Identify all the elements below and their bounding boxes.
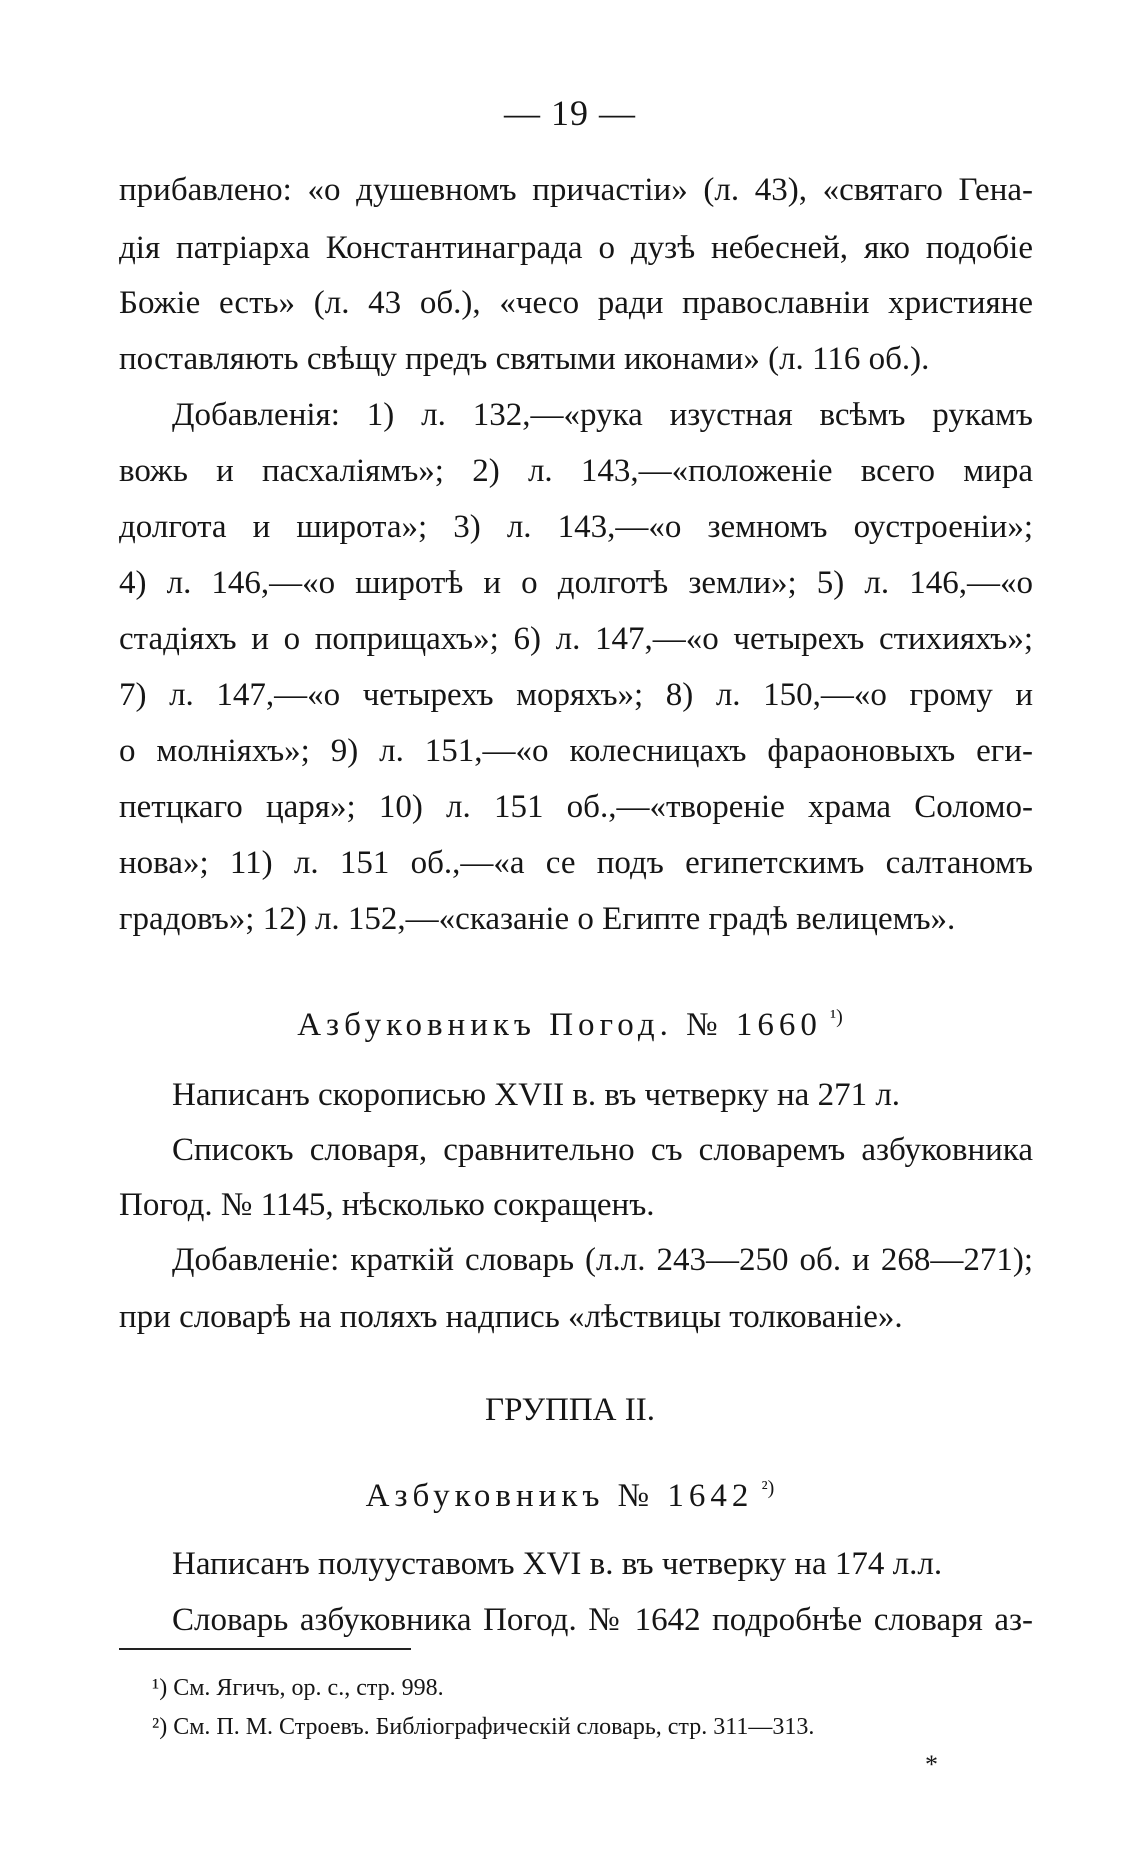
text-line: стадіяхъ и о поприщахъ»; 6) л. 147,—«о четырехъ стихияхъ»; — [119, 621, 1033, 657]
text-line: Добавленіе: краткій словарь (л.л. 243—250 об. и 268—271); — [172, 1242, 1033, 1278]
footnote-divider — [119, 1648, 411, 1650]
group-heading: ГРУППА II. — [485, 1392, 655, 1428]
text-line: при словарѣ на поляхъ надпись «лѣствицы толкованіе». — [119, 1299, 903, 1335]
text-line: Списокъ словаря, сравнительно съ словаремъ азбуковника — [172, 1132, 1033, 1168]
footnote — [152, 1712, 814, 1742]
text-line: о молніяхъ»; 9) л. 151,—«о колесницахъ фараоновыхъ еги- — [119, 733, 1033, 769]
heading-title: Азбуковникъ Погод. № 1660 — [297, 1007, 822, 1043]
text-line: поставляють свѣщу предъ святыми иконами» (л. 116 об.). — [119, 341, 930, 377]
text-line: Добавленія: 1) л. 132,—«рука изустная всѣмъ рукамъ — [172, 397, 1033, 433]
text-line: нова»; 11) л. 151 об.,—«а се подъ египетскимъ салтаномъ — [119, 845, 1033, 881]
section-heading — [0, 997, 1140, 1045]
text-line: Написанъ скорописью XVII в. въ четверку на 271 л. — [172, 1077, 901, 1113]
text-line: вожь и пасхаліямъ»; 2) л. 143,—«положеніе всего мира — [119, 453, 1033, 489]
text-line: прибавлено: «о душевномъ причастіи» (л. 43), «святаго Гена- — [119, 172, 1033, 208]
footnote-text: См. Ягичъ, op. c., стр. 998. — [173, 1675, 444, 1701]
footnote-text: См. П. М. Строевъ. Библіографическій словарь, стр. 311—313. — [173, 1714, 815, 1740]
footnote-mark: ²) — [152, 1714, 168, 1740]
heading-title: Азбуковникъ № 1642 — [365, 1478, 754, 1514]
text-line: Написанъ полууставомъ XVI в. въ четверку на 174 л.л. — [172, 1546, 943, 1582]
text-line: долгота и широта»; 3) л. 143,—«о земномъ оустроеніи»; — [119, 509, 1033, 545]
page-number: — 19 — — [504, 93, 636, 133]
footnote-ref: ²) — [761, 1477, 775, 1499]
text-line: 7) л. 147,—«о четырехъ моряхъ»; 8) л. 150,—«о грому и — [119, 677, 1033, 713]
footnote-mark: ¹) — [152, 1675, 168, 1701]
text-line: Божіе есть» (л. 43 об.), «чесо ради православніи християне — [119, 285, 1033, 321]
text-line: Словарь азбуковника Погод. № 1642 подробнѣе словаря аз- — [172, 1602, 1033, 1638]
text-line: петцкаго царя»; 10) л. 151 об.,—«твореніе храма Соломо- — [119, 789, 1033, 825]
signature-mark: * — [925, 1750, 938, 1779]
footnote-ref: ¹) — [830, 1006, 843, 1028]
text-line: дія патріарха Константинаграда о дузѣ небесней, яко подобіе — [119, 230, 1033, 266]
text-line: Погод. № 1145, нѣсколько сокращенъ. — [119, 1187, 655, 1223]
text-line: градовъ»; 12) л. 152,—«сказаніе о Египте градѣ велицемъ». — [119, 901, 956, 937]
text-line: 4) л. 146,—«о широтѣ и о долготѣ земли»; 5) л. 146,—«о — [119, 565, 1033, 601]
footnote — [152, 1673, 444, 1703]
section-heading — [0, 1468, 1140, 1516]
